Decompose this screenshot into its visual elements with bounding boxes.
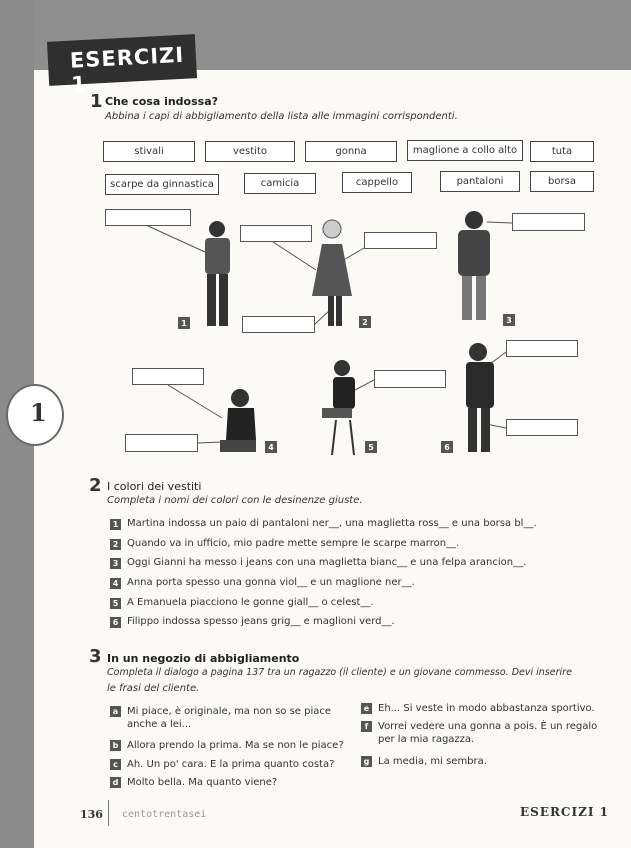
option-letter: e	[361, 703, 372, 714]
word-box: cappello	[342, 172, 412, 193]
section2-title: I colori dei vestiti	[107, 480, 202, 493]
word-box: pantaloni	[440, 171, 520, 192]
sentence-text: Anna porta spesso una gonna viol__ e un maglione ner__.	[127, 577, 415, 588]
section2-number: 2	[89, 475, 102, 496]
word-box: vestito	[205, 141, 295, 162]
figure-6-man-hat	[466, 343, 494, 452]
footer-divider	[108, 800, 109, 826]
sentence-number: 5	[110, 598, 121, 609]
dialogue-option: Eh... Si veste in modo abbastanza sportivo.	[378, 703, 595, 714]
option-letter: f	[361, 721, 372, 732]
figure-label: 2	[359, 316, 371, 328]
section1-title: Che cosa indossa?	[105, 95, 219, 108]
section3-title: In un negozio di abbigliamento	[107, 652, 300, 665]
figure-4-crouching	[220, 389, 256, 452]
section2-instruction: Completa i nomi dei colori con le desinenze giuste.	[107, 495, 363, 506]
option-letter: g	[361, 756, 372, 767]
unit-side-tab-number: 1	[30, 398, 47, 427]
sentence-text: A Emanuela piacciono le gonne giall__ o celest__.	[127, 597, 374, 608]
option-letter: c	[110, 759, 121, 770]
dialogue-option: Ah. Un po' cara. E la prima quanto costa?	[127, 759, 335, 770]
figure-label: 6	[441, 441, 453, 453]
sentence-number: 1	[110, 519, 121, 530]
section3-instruction: Completa il dialogo a pagina 137 tra un ragazzo (il cliente) e un giovane commesso. Devi inserire	[107, 667, 572, 678]
word-box: tuta	[530, 141, 594, 162]
dialogue-option: Molto bella. Ma quanto viene?	[127, 777, 278, 788]
sentence-number: 2	[110, 539, 121, 550]
word-box: gonna	[305, 141, 397, 162]
sentence-number: 3	[110, 558, 121, 569]
page-number-words: centotrentasei	[122, 809, 207, 820]
dialogue-option: Vorrei vedere una gonna a pois. È un regalo per la mia ragazza.	[378, 721, 598, 745]
footer-section-label: ESERCIZI 1	[520, 805, 609, 819]
option-letter: d	[110, 777, 121, 788]
figure-3-man	[458, 211, 490, 320]
sentence-number: 6	[110, 617, 121, 628]
section3-number: 3	[89, 646, 102, 667]
dialogue-option: Mi piace, è originale, ma non so se piace anche a lei...	[127, 706, 332, 730]
figure-label: 1	[178, 317, 190, 329]
unit-title-banner: ESERCIZI 1	[47, 34, 197, 86]
section1-number: 1	[90, 91, 103, 112]
word-box: stivali	[103, 141, 195, 162]
figure-2-girl	[312, 220, 352, 326]
sentence-text: Quando va in ufficio, mio padre mette sempre le scarpe marron__.	[127, 538, 460, 549]
figure-label: 5	[365, 441, 377, 453]
word-box: camicia	[244, 173, 316, 194]
section1-instruction: Abbina i capi di abbigliamento della lista alle immagini corrispondenti.	[105, 111, 458, 122]
word-box: borsa	[530, 171, 594, 192]
sentence-text: Filippo indossa spesso jeans grig__ e maglioni verd__.	[127, 616, 395, 627]
section3-instruction-cont: le frasi del cliente.	[107, 683, 200, 694]
figure-5-sitting	[322, 360, 355, 455]
figure-label: 4	[265, 441, 277, 453]
figure-1-boy	[205, 221, 230, 326]
dialogue-option: La media, mi sembra.	[378, 756, 487, 767]
sentence-text: Oggi Gianni ha messo i jeans con una maglietta bianc__ e una felpa arancion__.	[127, 557, 527, 568]
option-letter: b	[110, 740, 121, 751]
word-box: maglione a collo alto	[407, 140, 523, 161]
figure-label: 3	[503, 314, 515, 326]
page-number: 136	[80, 808, 103, 821]
sentence-text: Martina indossa un paio di pantaloni ner__, una maglietta ross__ e una borsa bl__.	[127, 518, 537, 529]
option-letter: a	[110, 706, 121, 717]
dialogue-option: Allora prendo la prima. Ma se non le piace?	[127, 740, 344, 751]
sentence-number: 4	[110, 578, 121, 589]
word-box: scarpe da ginnastica	[105, 174, 219, 195]
